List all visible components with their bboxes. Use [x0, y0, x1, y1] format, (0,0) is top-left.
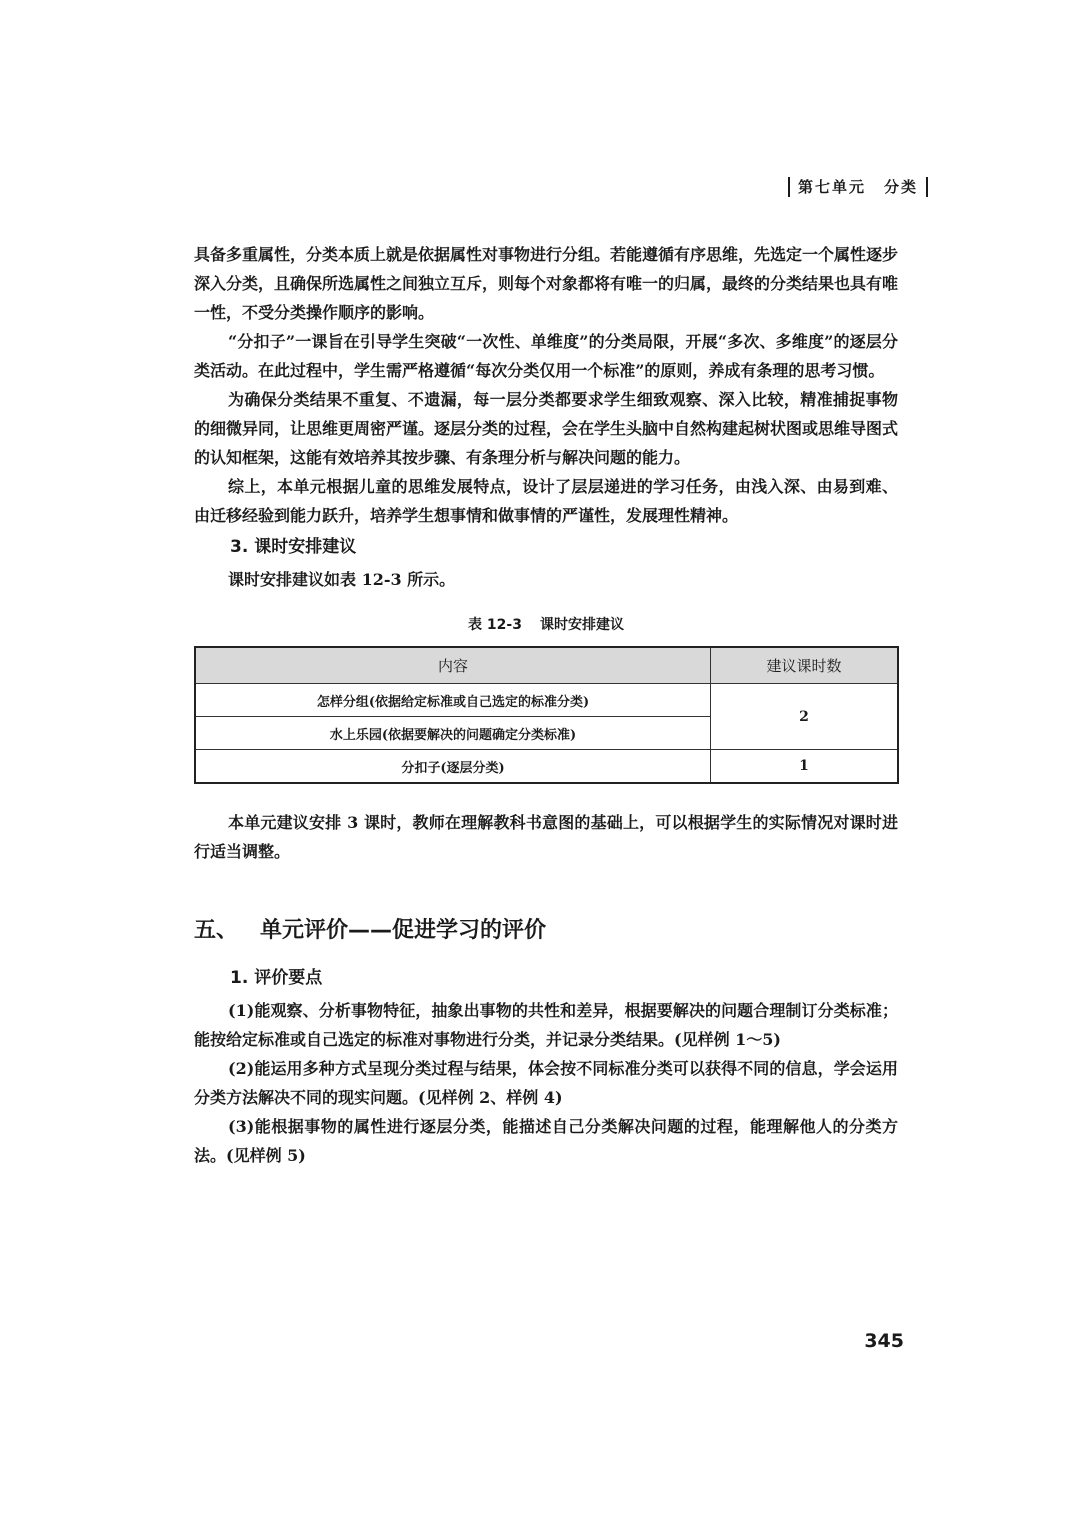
table-row — [195, 684, 898, 717]
hours-cell: 1 — [711, 750, 899, 784]
eval-point: (3)能根据事物的属性进行逐层分类，能描述自己分类解决问题的过程，能理解他人的分类方法。(见样例 5) — [194, 1117, 898, 1165]
header-unit: 第七单元 — [797, 178, 866, 196]
eval-point: (1)能观察、分析事物特征，抽象出事物的共性和差异，根据要解决的问题合理制订分类标准；能按给定标准或自己选定的标准对事物进行分类，并记录分类结果。(见样例 1～5) — [194, 1001, 898, 1049]
paragraph: “分扣子”一课旨在引导学生突破“一次性、单维度”的分类局限，开展“多次、多维度”的逐层分类活动。在此过程中，学生需严格遵循“每次分类仅用一个标准”的原则，养成有条理的思考习惯。 — [194, 332, 898, 380]
header-content: 内容 — [195, 647, 711, 684]
lesson-cell: 怎样分组(依据给定标准或自己选定的标准分类) — [195, 684, 711, 717]
paragraph: 本单元建议安排 3 课时，教师在理解教科书意图的基础上，可以根据学生的实际情况对课时进行适当调整。 — [194, 813, 898, 861]
eval-point: (2)能运用多种方式呈现分类过程与结果，体会按不同标准分类可以获得不同的信息，学会运用分类方法解决不同的现实问题。(见样例 2、样例 4) — [194, 1059, 898, 1107]
header-topic: 分类 — [883, 178, 918, 196]
header-bar-left — [788, 177, 790, 197]
page-body — [194, 240, 898, 1170]
table-intro: 课时安排建议如表 12-3 所示。 — [228, 570, 456, 589]
page-number: 345 — [864, 1330, 904, 1352]
section-title: 单元评价——促进学习的评价 — [260, 918, 547, 943]
header-bar-right — [926, 177, 928, 197]
subheading-schedule: 3. 课时安排建议 — [230, 537, 357, 557]
section-heading — [194, 916, 898, 946]
lesson-cell: 分扣子(逐层分类) — [195, 750, 711, 784]
table-caption-number: 表 12-3 — [468, 617, 522, 633]
running-header — [780, 176, 936, 197]
table-caption — [194, 614, 898, 634]
paragraph: 具备多重属性，分类本质上就是依据属性对事物进行分组。若能遵循有序思维，先选定一个属性逐步深入分类，且确保所选属性之间独立互斥，则每个对象都将有唯一的归属，最终的分类结果也具有唯一性，不受分类操作顺序的影响。 — [194, 245, 899, 322]
header-hours: 建议课时数 — [711, 647, 899, 684]
table-caption-title: 课时安排建议 — [539, 617, 624, 633]
paragraph: 为确保分类结果不重复、不遗漏，每一层分类都要求学生细致观察、深入比较，精准捕捉事物的细微异同，让思维更周密严谨。逐层分类的过程，会在学生头脑中自然构建起树状图或思维导图式的认知框架，这能有效培养其按步骤、有条理分析与解决问题的能力。 — [194, 390, 899, 467]
table-row — [195, 750, 898, 784]
section-number: 五、 — [194, 918, 239, 943]
subheading-eval: 1. 评价要点 — [230, 968, 323, 988]
paragraph: 综上，本单元根据儿童的思维发展特点，设计了层层递进的学习任务，由浅入深、由易到难、由迁移经验到能力跃升，培养学生想事情和做事情的严谨性，发展理性精神。 — [194, 477, 898, 525]
hours-cell: 2 — [711, 684, 899, 750]
table-header-row — [195, 647, 898, 684]
schedule-table — [194, 646, 899, 784]
lesson-cell: 水上乐园(依据要解决的问题确定分类标准) — [195, 717, 711, 750]
